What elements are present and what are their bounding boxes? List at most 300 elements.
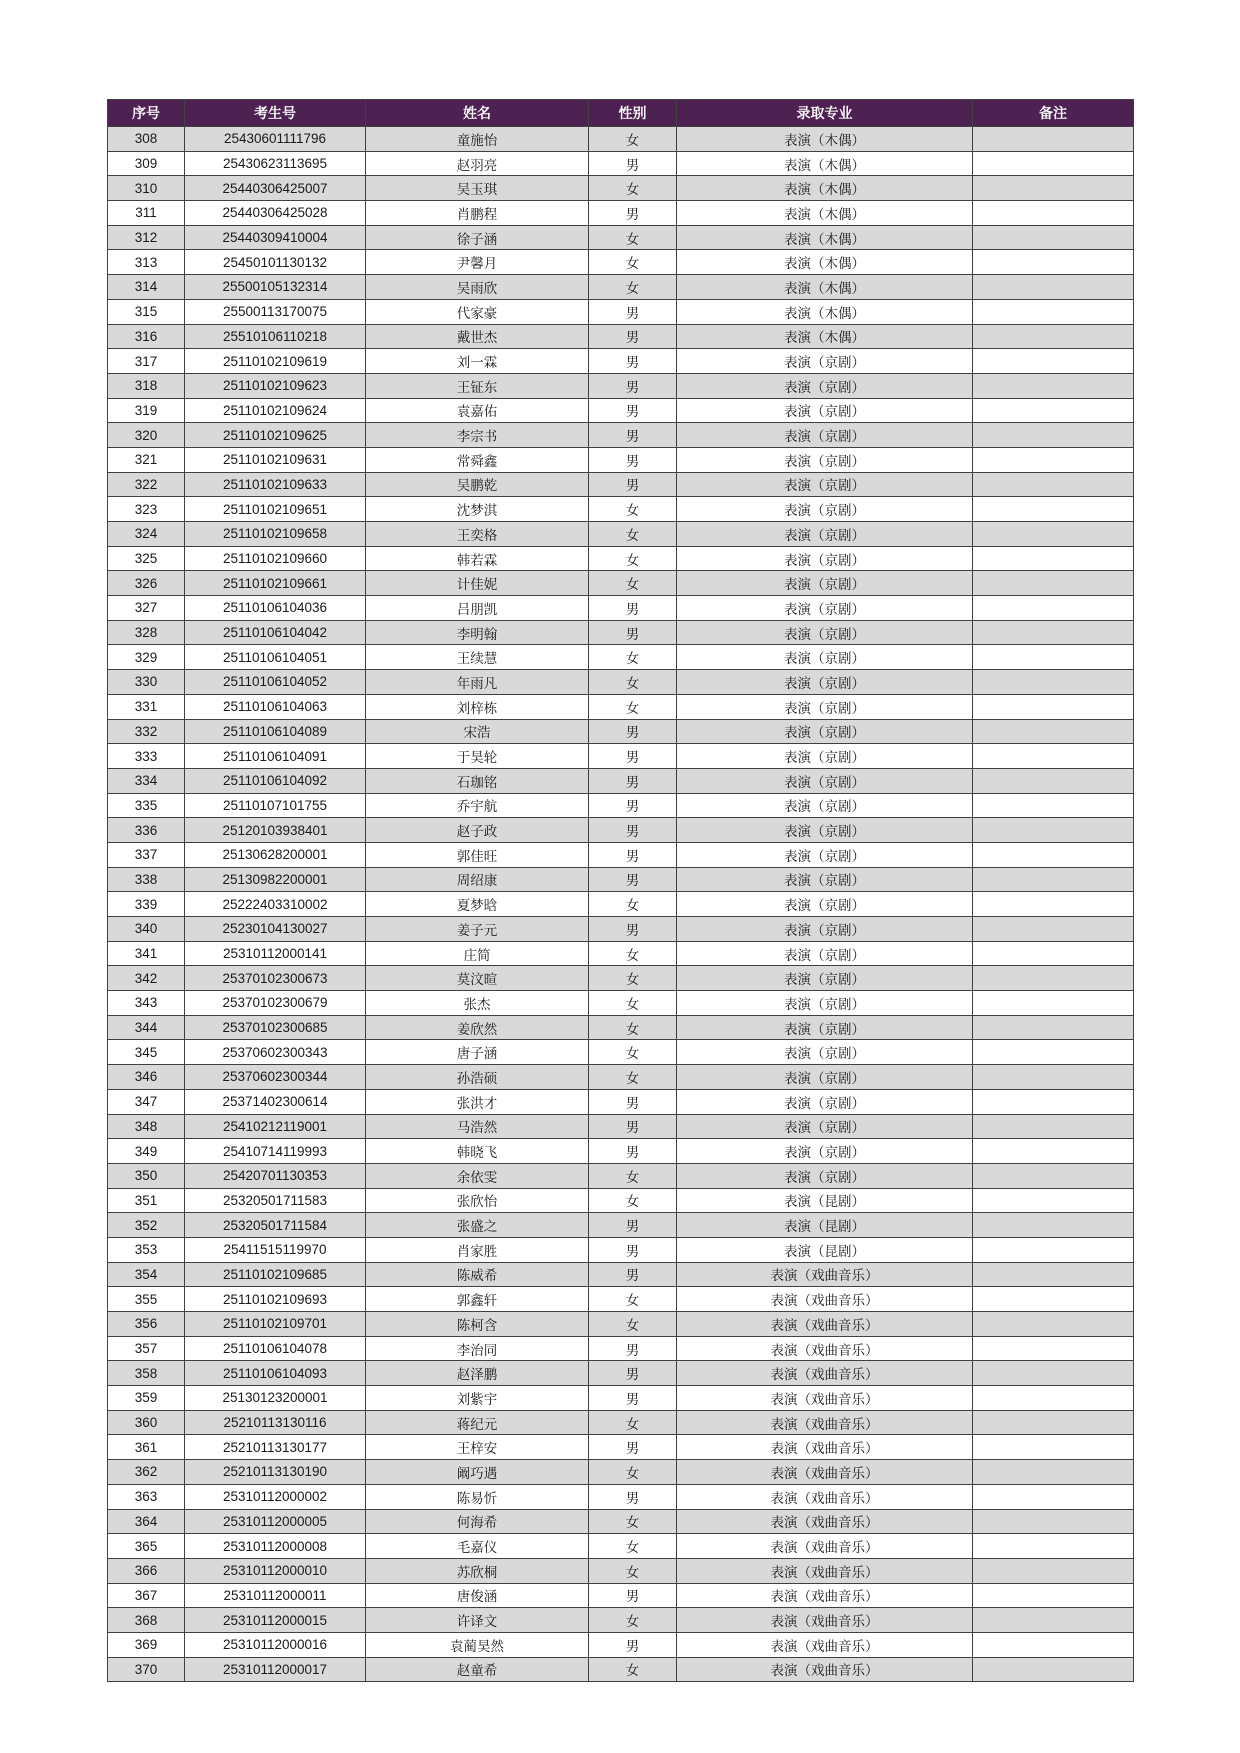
- cell-candidate: 25210113130190: [185, 1460, 366, 1485]
- cell-name: 袁蔺昊然: [366, 1632, 589, 1657]
- cell-serial: 349: [108, 1139, 185, 1164]
- cell-gender: 男: [589, 744, 677, 769]
- cell-candidate: 25430601111796: [185, 127, 366, 152]
- cell-serial: 340: [108, 917, 185, 942]
- cell-candidate: 25110102109633: [185, 472, 366, 497]
- cell-serial: 318: [108, 373, 185, 398]
- cell-name: 肖鹏程: [366, 201, 589, 226]
- cell-candidate: 25110102109693: [185, 1287, 366, 1312]
- table-row: [108, 1213, 1134, 1238]
- cell-serial: 358: [108, 1361, 185, 1386]
- cell-major: 表演（京剧）: [677, 571, 973, 596]
- cell-remark: [973, 1336, 1134, 1361]
- cell-gender: 男: [589, 768, 677, 793]
- cell-remark: [973, 1410, 1134, 1435]
- cell-serial: 331: [108, 694, 185, 719]
- cell-serial: 337: [108, 842, 185, 867]
- cell-remark: [973, 1163, 1134, 1188]
- cell-gender: 女: [589, 1287, 677, 1312]
- cell-major: 表演（京剧）: [677, 1114, 973, 1139]
- cell-gender: 男: [589, 596, 677, 621]
- cell-name: 宋浩: [366, 719, 589, 744]
- cell-serial: 342: [108, 966, 185, 991]
- cell-candidate: 25110102109619: [185, 349, 366, 374]
- cell-candidate: 25110106104091: [185, 744, 366, 769]
- cell-candidate: 25371402300614: [185, 1089, 366, 1114]
- cell-candidate: 25411515119970: [185, 1237, 366, 1262]
- table-row: [108, 991, 1134, 1016]
- column-header-serial: 序号: [108, 100, 185, 127]
- cell-gender: 女: [589, 250, 677, 275]
- cell-serial: 311: [108, 201, 185, 226]
- cell-remark: [973, 966, 1134, 991]
- cell-gender: 男: [589, 447, 677, 472]
- cell-serial: 351: [108, 1188, 185, 1213]
- cell-candidate: 25110102109651: [185, 497, 366, 522]
- table-row: [108, 1040, 1134, 1065]
- cell-candidate: 25430623113695: [185, 151, 366, 176]
- cell-serial: 365: [108, 1534, 185, 1559]
- cell-gender: 女: [589, 1065, 677, 1090]
- cell-serial: 315: [108, 299, 185, 324]
- cell-gender: 女: [589, 1188, 677, 1213]
- cell-remark: [973, 373, 1134, 398]
- cell-remark: [973, 670, 1134, 695]
- cell-candidate: 25110106104089: [185, 719, 366, 744]
- cell-serial: 327: [108, 596, 185, 621]
- cell-major: 表演（戏曲音乐）: [677, 1484, 973, 1509]
- cell-remark: [973, 1287, 1134, 1312]
- table-row: [108, 522, 1134, 547]
- cell-major: 表演（京剧）: [677, 1015, 973, 1040]
- cell-gender: 男: [589, 472, 677, 497]
- cell-serial: 320: [108, 423, 185, 448]
- cell-serial: 309: [108, 151, 185, 176]
- cell-serial: 350: [108, 1163, 185, 1188]
- cell-candidate: 25110107101755: [185, 793, 366, 818]
- cell-serial: 323: [108, 497, 185, 522]
- cell-name: 石珈铭: [366, 768, 589, 793]
- cell-major: 表演（戏曲音乐）: [677, 1312, 973, 1337]
- cell-major: 表演（戏曲音乐）: [677, 1361, 973, 1386]
- cell-name: 张洪才: [366, 1089, 589, 1114]
- table-row: [108, 1139, 1134, 1164]
- cell-serial: 312: [108, 225, 185, 250]
- cell-name: 何海希: [366, 1509, 589, 1534]
- cell-gender: 女: [589, 1312, 677, 1337]
- cell-major: 表演（京剧）: [677, 966, 973, 991]
- cell-serial: 344: [108, 1015, 185, 1040]
- cell-name: 韩晓飞: [366, 1139, 589, 1164]
- cell-serial: 362: [108, 1460, 185, 1485]
- cell-gender: 男: [589, 1336, 677, 1361]
- cell-candidate: 25110102109631: [185, 447, 366, 472]
- cell-name: 计佳妮: [366, 571, 589, 596]
- cell-gender: 男: [589, 1114, 677, 1139]
- cell-remark: [973, 694, 1134, 719]
- cell-serial: 313: [108, 250, 185, 275]
- cell-major: 表演（京剧）: [677, 1139, 973, 1164]
- cell-gender: 女: [589, 1608, 677, 1633]
- cell-serial: 336: [108, 818, 185, 843]
- table-row: [108, 620, 1134, 645]
- cell-remark: [973, 546, 1134, 571]
- cell-name: 姜欣然: [366, 1015, 589, 1040]
- table-row: [108, 842, 1134, 867]
- cell-remark: [973, 1509, 1134, 1534]
- cell-major: 表演（京剧）: [677, 522, 973, 547]
- cell-candidate: 25370102300673: [185, 966, 366, 991]
- cell-serial: 366: [108, 1558, 185, 1583]
- cell-name: 姜子元: [366, 917, 589, 942]
- cell-gender: 男: [589, 151, 677, 176]
- cell-serial: 335: [108, 793, 185, 818]
- cell-gender: 女: [589, 1410, 677, 1435]
- cell-remark: [973, 447, 1134, 472]
- table-row: [108, 1534, 1134, 1559]
- cell-gender: 女: [589, 546, 677, 571]
- cell-gender: 男: [589, 917, 677, 942]
- cell-serial: 346: [108, 1065, 185, 1090]
- cell-remark: [973, 1015, 1134, 1040]
- table-row: [108, 719, 1134, 744]
- table-row: [108, 1065, 1134, 1090]
- table-row: [108, 1484, 1134, 1509]
- table-row: [108, 349, 1134, 374]
- cell-remark: [973, 1114, 1134, 1139]
- cell-major: 表演（京剧）: [677, 941, 973, 966]
- cell-name: 蒋纪元: [366, 1410, 589, 1435]
- cell-gender: 女: [589, 1460, 677, 1485]
- cell-serial: 343: [108, 991, 185, 1016]
- cell-remark: [973, 1188, 1134, 1213]
- cell-candidate: 25310112000015: [185, 1608, 366, 1633]
- cell-candidate: 25110102109625: [185, 423, 366, 448]
- cell-major: 表演（京剧）: [677, 867, 973, 892]
- cell-major: 表演（京剧）: [677, 423, 973, 448]
- table-row: [108, 1509, 1134, 1534]
- table-row: [108, 472, 1134, 497]
- cell-name: 陈威希: [366, 1262, 589, 1287]
- cell-name: 夏梦晗: [366, 892, 589, 917]
- column-header-gender: 性别: [589, 100, 677, 127]
- cell-gender: 男: [589, 1213, 677, 1238]
- cell-remark: [973, 176, 1134, 201]
- cell-gender: 男: [589, 1361, 677, 1386]
- cell-gender: 女: [589, 1534, 677, 1559]
- cell-candidate: 25120103938401: [185, 818, 366, 843]
- cell-name: 郭鑫轩: [366, 1287, 589, 1312]
- cell-major: 表演（京剧）: [677, 818, 973, 843]
- cell-serial: 326: [108, 571, 185, 596]
- cell-major: 表演（木偶）: [677, 299, 973, 324]
- cell-serial: 356: [108, 1312, 185, 1337]
- cell-remark: [973, 349, 1134, 374]
- cell-gender: 男: [589, 842, 677, 867]
- cell-major: 表演（京剧）: [677, 1089, 973, 1114]
- cell-name: 吴玉琪: [366, 176, 589, 201]
- cell-remark: [973, 497, 1134, 522]
- cell-major: 表演（昆剧）: [677, 1213, 973, 1238]
- cell-remark: [973, 1460, 1134, 1485]
- cell-major: 表演（京剧）: [677, 744, 973, 769]
- cell-gender: 男: [589, 1632, 677, 1657]
- cell-serial: 324: [108, 522, 185, 547]
- cell-name: 赵童希: [366, 1657, 589, 1682]
- cell-serial: 363: [108, 1484, 185, 1509]
- table-row: [108, 398, 1134, 423]
- table-row: [108, 1583, 1134, 1608]
- cell-candidate: 25110106104052: [185, 670, 366, 695]
- table-row: [108, 151, 1134, 176]
- table-row: [108, 670, 1134, 695]
- cell-remark: [973, 127, 1134, 152]
- cell-serial: 369: [108, 1632, 185, 1657]
- cell-major: 表演（戏曲音乐）: [677, 1287, 973, 1312]
- table-row: [108, 966, 1134, 991]
- cell-candidate: 25310112000005: [185, 1509, 366, 1534]
- cell-remark: [973, 917, 1134, 942]
- cell-gender: 男: [589, 867, 677, 892]
- cell-candidate: 25222403310002: [185, 892, 366, 917]
- cell-gender: 男: [589, 793, 677, 818]
- cell-candidate: 25370102300685: [185, 1015, 366, 1040]
- cell-name: 袁嘉佑: [366, 398, 589, 423]
- cell-remark: [973, 299, 1134, 324]
- cell-remark: [973, 423, 1134, 448]
- cell-major: 表演（戏曲音乐）: [677, 1336, 973, 1361]
- cell-remark: [973, 842, 1134, 867]
- cell-major: 表演（戏曲音乐）: [677, 1435, 973, 1460]
- cell-candidate: 25130982200001: [185, 867, 366, 892]
- table-row: [108, 1657, 1134, 1682]
- cell-name: 苏欣桐: [366, 1558, 589, 1583]
- cell-remark: [973, 768, 1134, 793]
- column-header-major: 录取专业: [677, 100, 973, 127]
- cell-gender: 男: [589, 1583, 677, 1608]
- cell-major: 表演（京剧）: [677, 620, 973, 645]
- table-row: [108, 423, 1134, 448]
- cell-name: 于昊轮: [366, 744, 589, 769]
- cell-candidate: 25310112000002: [185, 1484, 366, 1509]
- cell-candidate: 25370102300679: [185, 991, 366, 1016]
- cell-serial: 339: [108, 892, 185, 917]
- cell-major: 表演（戏曲音乐）: [677, 1534, 973, 1559]
- cell-serial: 330: [108, 670, 185, 695]
- cell-remark: [973, 571, 1134, 596]
- cell-name: 韩若霖: [366, 546, 589, 571]
- table-row: [108, 201, 1134, 226]
- cell-candidate: 25110102109685: [185, 1262, 366, 1287]
- cell-candidate: 25210113130177: [185, 1435, 366, 1460]
- cell-serial: 370: [108, 1657, 185, 1682]
- cell-name: 吴雨欣: [366, 275, 589, 300]
- cell-candidate: 25130628200001: [185, 842, 366, 867]
- cell-name: 赵泽鹏: [366, 1361, 589, 1386]
- cell-name: 李明翰: [366, 620, 589, 645]
- cell-major: 表演（京剧）: [677, 373, 973, 398]
- cell-major: 表演（木偶）: [677, 250, 973, 275]
- cell-serial: 322: [108, 472, 185, 497]
- cell-remark: [973, 1484, 1134, 1509]
- cell-gender: 男: [589, 324, 677, 349]
- cell-name: 陈柯含: [366, 1312, 589, 1337]
- cell-name: 王钲东: [366, 373, 589, 398]
- cell-major: 表演（京剧）: [677, 842, 973, 867]
- cell-major: 表演（木偶）: [677, 275, 973, 300]
- cell-gender: 男: [589, 1237, 677, 1262]
- cell-candidate: 25110106104042: [185, 620, 366, 645]
- cell-name: 尹馨月: [366, 250, 589, 275]
- column-header-name: 姓名: [366, 100, 589, 127]
- cell-name: 戴世杰: [366, 324, 589, 349]
- cell-name: 唐子涵: [366, 1040, 589, 1065]
- cell-serial: 348: [108, 1114, 185, 1139]
- cell-remark: [973, 1312, 1134, 1337]
- cell-name: 张欣怡: [366, 1188, 589, 1213]
- cell-gender: 男: [589, 620, 677, 645]
- cell-name: 王奕格: [366, 522, 589, 547]
- table-row: [108, 546, 1134, 571]
- cell-gender: 女: [589, 670, 677, 695]
- table-row: [108, 373, 1134, 398]
- cell-name: 常舜鑫: [366, 447, 589, 472]
- cell-major: 表演（戏曲音乐）: [677, 1262, 973, 1287]
- column-header-remark: 备注: [973, 100, 1134, 127]
- cell-gender: 女: [589, 1558, 677, 1583]
- cell-candidate: 25310112000011: [185, 1583, 366, 1608]
- cell-remark: [973, 620, 1134, 645]
- cell-candidate: 25130123200001: [185, 1386, 366, 1411]
- cell-candidate: 25110102109658: [185, 522, 366, 547]
- cell-name: 郭佳旺: [366, 842, 589, 867]
- cell-candidate: 25410212119001: [185, 1114, 366, 1139]
- cell-serial: 321: [108, 447, 185, 472]
- cell-major: 表演（京剧）: [677, 768, 973, 793]
- cell-remark: [973, 1262, 1134, 1287]
- table-row: [108, 571, 1134, 596]
- table-row: [108, 250, 1134, 275]
- cell-major: 表演（京剧）: [677, 447, 973, 472]
- cell-name: 刘紫宇: [366, 1386, 589, 1411]
- cell-candidate: 25110106104051: [185, 645, 366, 670]
- cell-remark: [973, 1583, 1134, 1608]
- cell-major: 表演（戏曲音乐）: [677, 1558, 973, 1583]
- cell-serial: 328: [108, 620, 185, 645]
- cell-candidate: 25110106104078: [185, 1336, 366, 1361]
- cell-major: 表演（京剧）: [677, 472, 973, 497]
- cell-candidate: 25510106110218: [185, 324, 366, 349]
- cell-candidate: 25440306425028: [185, 201, 366, 226]
- cell-major: 表演（木偶）: [677, 324, 973, 349]
- cell-remark: [973, 991, 1134, 1016]
- cell-remark: [973, 1213, 1134, 1238]
- cell-serial: 332: [108, 719, 185, 744]
- cell-major: 表演（戏曲音乐）: [677, 1509, 973, 1534]
- table-row: [108, 1237, 1134, 1262]
- table-row: [108, 1114, 1134, 1139]
- cell-gender: 男: [589, 1484, 677, 1509]
- cell-remark: [973, 1139, 1134, 1164]
- cell-candidate: 25420701130353: [185, 1163, 366, 1188]
- table-row: [108, 1608, 1134, 1633]
- cell-remark: [973, 941, 1134, 966]
- cell-gender: 女: [589, 1015, 677, 1040]
- cell-major: 表演（京剧）: [677, 546, 973, 571]
- table-row: [108, 1435, 1134, 1460]
- cell-name: 阚巧遇: [366, 1460, 589, 1485]
- cell-remark: [973, 1657, 1134, 1682]
- cell-gender: 男: [589, 1386, 677, 1411]
- cell-candidate: 25370602300344: [185, 1065, 366, 1090]
- cell-major: 表演（京剧）: [677, 497, 973, 522]
- cell-remark: [973, 892, 1134, 917]
- cell-serial: 360: [108, 1410, 185, 1435]
- cell-name: 赵子政: [366, 818, 589, 843]
- cell-serial: 359: [108, 1386, 185, 1411]
- cell-gender: 男: [589, 818, 677, 843]
- cell-candidate: 25310112000017: [185, 1657, 366, 1682]
- table-row: [108, 1361, 1134, 1386]
- cell-serial: 352: [108, 1213, 185, 1238]
- table-row: [108, 299, 1134, 324]
- cell-candidate: 25500113170075: [185, 299, 366, 324]
- cell-name: 刘一霖: [366, 349, 589, 374]
- cell-name: 庄简: [366, 941, 589, 966]
- cell-serial: 338: [108, 867, 185, 892]
- cell-major: 表演（京剧）: [677, 1040, 973, 1065]
- table-row: [108, 127, 1134, 152]
- cell-serial: 308: [108, 127, 185, 152]
- cell-major: 表演（木偶）: [677, 127, 973, 152]
- table-row: [108, 645, 1134, 670]
- cell-candidate: 25500105132314: [185, 275, 366, 300]
- cell-gender: 男: [589, 1435, 677, 1460]
- cell-candidate: 25320501711583: [185, 1188, 366, 1213]
- cell-candidate: 25110102109660: [185, 546, 366, 571]
- cell-major: 表演（京剧）: [677, 892, 973, 917]
- cell-major: 表演（京剧）: [677, 793, 973, 818]
- cell-gender: 男: [589, 299, 677, 324]
- cell-remark: [973, 1089, 1134, 1114]
- cell-gender: 男: [589, 373, 677, 398]
- cell-remark: [973, 1632, 1134, 1657]
- cell-name: 马浩然: [366, 1114, 589, 1139]
- cell-gender: 女: [589, 522, 677, 547]
- cell-remark: [973, 1608, 1134, 1633]
- cell-serial: 316: [108, 324, 185, 349]
- cell-candidate: 25110102109623: [185, 373, 366, 398]
- table-row: [108, 176, 1134, 201]
- cell-remark: [973, 645, 1134, 670]
- cell-candidate: 25110106104093: [185, 1361, 366, 1386]
- cell-gender: 男: [589, 423, 677, 448]
- cell-name: 李治同: [366, 1336, 589, 1361]
- cell-remark: [973, 225, 1134, 250]
- cell-candidate: 25310112000008: [185, 1534, 366, 1559]
- cell-remark: [973, 744, 1134, 769]
- cell-serial: 345: [108, 1040, 185, 1065]
- cell-gender: 男: [589, 1262, 677, 1287]
- cell-serial: 319: [108, 398, 185, 423]
- table-header-row: [108, 100, 1134, 127]
- cell-remark: [973, 472, 1134, 497]
- cell-gender: 女: [589, 275, 677, 300]
- cell-remark: [973, 1558, 1134, 1583]
- cell-major: 表演（木偶）: [677, 225, 973, 250]
- table-row: [108, 225, 1134, 250]
- cell-candidate: 25110102109624: [185, 398, 366, 423]
